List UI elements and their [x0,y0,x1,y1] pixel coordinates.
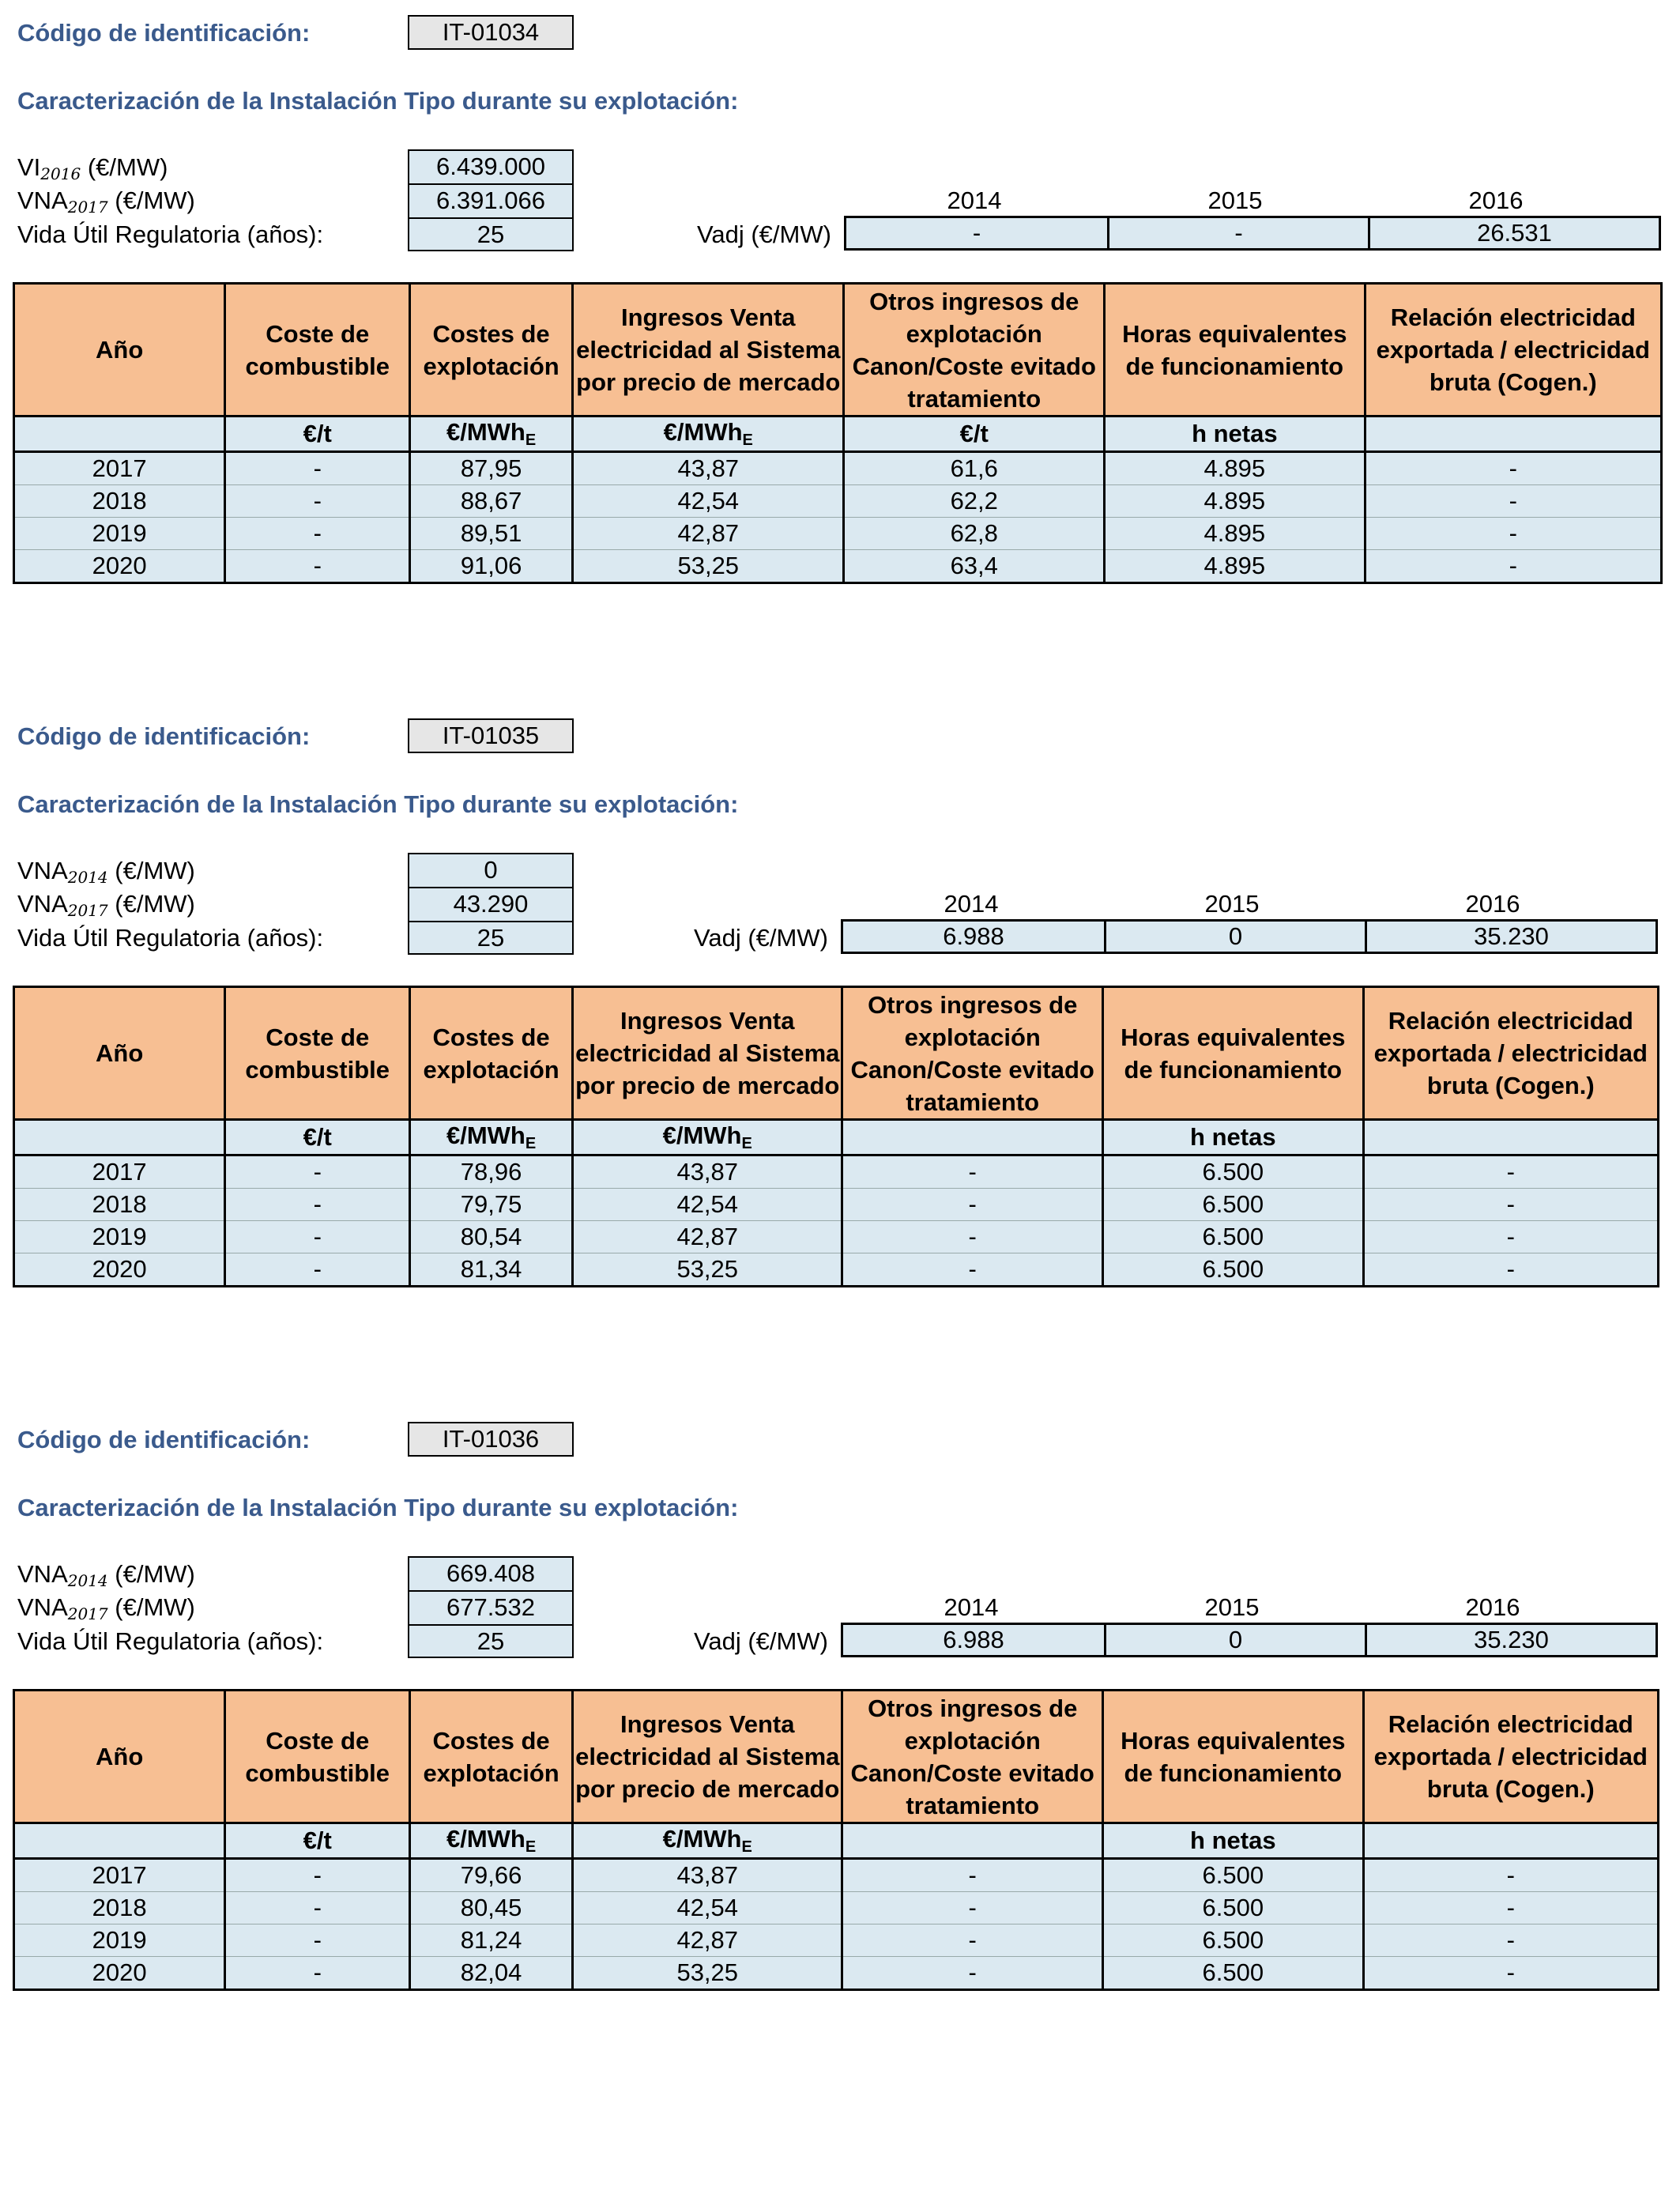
cell: - [225,1859,410,1892]
header-horas-equivalentes: Horas equivalentes de funcionamiento [1102,1691,1363,1823]
unit-cell: €/MWh$_E$ [410,1120,573,1155]
cell: 88,67 [410,485,573,518]
vadj-values [844,216,1661,251]
cell-anio: 2020 [14,1957,225,1990]
cell: - [1363,1924,1658,1957]
vadj-label: Vadj (€/MW) [694,1627,828,1655]
vadj-values [841,919,1658,954]
vida-util-value: 25 [408,1624,574,1658]
vadj-2016: 35.230 [1365,922,1656,952]
header-ingresos-venta: Ingresos Venta electricidad al Sistema por precio de mercado [573,987,842,1120]
vida-util-label: Vida Útil Regulatoria (años): [17,221,324,248]
table-row [14,1859,1659,1892]
table-row [14,550,1662,583]
header-ingresos-venta: Ingresos Venta electricidad al Sistema por precio de mercado [573,1691,842,1823]
cell: - [225,518,410,550]
cell: - [1365,485,1661,518]
header-anio: Año [14,1691,225,1823]
cell-anio: 2019 [14,1221,225,1253]
vadj-2016: 26.531 [1368,218,1659,248]
v1-label: $VNA_{2014}$ (€/MW) [17,857,195,887]
header-relacion-electricidad: Relación electricidad exportada / electricidad bruta (Cogen.) [1363,1691,1658,1823]
cell: - [842,1253,1103,1287]
vadj-2015: - [1107,218,1368,248]
unit-cell [1365,417,1661,452]
year-2014-header: 2014 [944,1593,999,1621]
vadj-2014: 6.988 [843,922,1104,952]
cell: 80,54 [410,1221,573,1253]
header-coste-combustible: Coste de combustible [225,987,410,1120]
vadj-2015: 0 [1104,1625,1365,1655]
cell: 53,25 [573,1253,842,1287]
header-coste-combustible: Coste de combustible [225,1691,410,1823]
v2-label: $VNA_{2017}$ (€/MW) [17,187,195,217]
cell: - [225,1253,410,1287]
cell: - [1363,1859,1658,1892]
cell: 62,8 [844,518,1105,550]
unit-cell: €/t [225,1823,410,1859]
header-otros-ingresos: Otros ingresos de explotación Canon/Coste evitado tratamiento [844,284,1105,417]
data-table [13,1689,1659,1991]
v2-value: 6.391.066 [408,183,574,217]
year-2015-header: 2015 [1204,890,1260,918]
unit-cell: €/MWh$_E$ [410,1823,573,1859]
header-otros-ingresos: Otros ingresos de explotación Canon/Coste evitado tratamiento [842,1691,1103,1823]
year-2014-header: 2014 [944,890,999,918]
table-row [14,485,1662,518]
v1-value: 0 [408,853,574,887]
data-table [13,986,1659,1287]
unit-cell [842,1120,1103,1155]
cell: 42,87 [573,518,844,550]
unit-cell [842,1823,1103,1859]
cell: 42,87 [573,1221,842,1253]
code-value: IT-01034 [408,15,574,50]
vadj-2015: 0 [1104,922,1365,952]
header-relacion-electricidad: Relación electricidad exportada / electricidad bruta (Cogen.) [1363,987,1658,1120]
cell: - [225,1155,410,1189]
cell: 79,66 [410,1859,573,1892]
cell: 6.500 [1102,1957,1363,1990]
cell: - [225,1892,410,1924]
unit-cell [1363,1823,1658,1859]
cell-anio: 2020 [14,550,225,583]
unit-cell: h netas [1102,1120,1363,1155]
table-row [14,1957,1659,1990]
cell: 43,87 [573,1859,842,1892]
cell-anio: 2017 [14,1155,225,1189]
vadj-label: Vadj (€/MW) [697,221,831,248]
cell: 4.895 [1105,485,1365,518]
header-costes-explotacion: Costes de explotación [410,987,573,1120]
cell-anio: 2019 [14,1924,225,1957]
cell: 6.500 [1102,1253,1363,1287]
unit-cell: €/MWh$_E$ [573,417,844,452]
cell-anio: 2019 [14,518,225,550]
table-row [14,1189,1659,1221]
unit-cell [14,1823,225,1859]
cell: 4.895 [1105,518,1365,550]
cell: - [1363,1957,1658,1990]
cell: 42,54 [573,485,844,518]
unit-cell: €/t [844,417,1105,452]
cell-anio: 2018 [14,1892,225,1924]
v1-label: $VI_{2016}$ (€/MW) [17,153,168,183]
cell: 43,87 [573,452,844,485]
header-ingresos-venta: Ingresos Venta electricidad al Sistema por precio de mercado [573,284,844,417]
data-table [13,282,1663,584]
code-value: IT-01036 [408,1422,574,1457]
cell: - [1363,1189,1658,1221]
units-row [14,1120,1659,1155]
cell: 42,87 [573,1924,842,1957]
cell: - [1365,452,1661,485]
cell: 6.500 [1102,1892,1363,1924]
v1-label: $VNA_{2014}$ (€/MW) [17,1560,195,1590]
installation-block [0,703,1680,1407]
vadj-values [841,1623,1658,1657]
vadj-2014: - [846,218,1107,248]
cell: 89,51 [410,518,573,550]
cell: - [842,1859,1103,1892]
cell: 91,06 [410,550,573,583]
cell: 4.895 [1105,452,1365,485]
cell: - [225,550,410,583]
cell: 42,54 [573,1189,842,1221]
header-costes-explotacion: Costes de explotación [410,284,573,417]
cell: - [842,1221,1103,1253]
cell-anio: 2020 [14,1253,225,1287]
characterization-title: Caracterización de la Instalación Tipo durante su explotación: [17,1494,739,1521]
units-row [14,1823,1659,1859]
v2-label: $VNA_{2017}$ (€/MW) [17,1593,195,1623]
header-coste-combustible: Coste de combustible [225,284,410,417]
cell: 42,54 [573,1892,842,1924]
table-row [14,1221,1659,1253]
cell: 6.500 [1102,1189,1363,1221]
cell: 43,87 [573,1155,842,1189]
year-2016-header: 2016 [1465,890,1520,918]
cell-anio: 2017 [14,452,225,485]
cell: - [225,452,410,485]
cell: 4.895 [1105,550,1365,583]
cell: 80,45 [410,1892,573,1924]
header-horas-equivalentes: Horas equivalentes de funcionamiento [1102,987,1363,1120]
cell: 53,25 [573,550,844,583]
code-label: Código de identificación: [17,722,311,750]
v1-value: 669.408 [408,1556,574,1590]
cell: 62,2 [844,485,1105,518]
header-relacion-electricidad: Relación electricidad exportada / electricidad bruta (Cogen.) [1365,284,1661,417]
cell: - [225,1189,410,1221]
unit-cell: h netas [1105,417,1365,452]
header-otros-ingresos: Otros ingresos de explotación Canon/Coste evitado tratamiento [842,987,1103,1120]
unit-cell: h netas [1102,1823,1363,1859]
characterization-title: Caracterización de la Instalación Tipo durante su explotación: [17,87,739,115]
code-label: Código de identificación: [17,19,311,47]
installation-block [0,0,1680,703]
cell-anio: 2018 [14,485,225,518]
unit-cell [1363,1120,1658,1155]
header-horas-equivalentes: Horas equivalentes de funcionamiento [1105,284,1365,417]
vida-util-value: 25 [408,921,574,955]
vadj-2016: 35.230 [1365,1625,1656,1655]
year-2015-header: 2015 [1207,187,1263,214]
vida-util-label: Vida Útil Regulatoria (años): [17,924,324,952]
cell: 78,96 [410,1155,573,1189]
cell: - [225,1221,410,1253]
table-row [14,1892,1659,1924]
header-costes-explotacion: Costes de explotación [410,1691,573,1823]
cell: 6.500 [1102,1859,1363,1892]
cell: 79,75 [410,1189,573,1221]
cell: - [842,1957,1103,1990]
cell: - [842,1924,1103,1957]
unit-cell: €/t [225,417,410,452]
table-row [14,1155,1659,1189]
cell: - [1365,518,1661,550]
cell: - [842,1189,1103,1221]
cell: 87,95 [410,452,573,485]
table-row [14,452,1662,485]
vida-util-label: Vida Útil Regulatoria (años): [17,1627,324,1655]
unit-cell: €/MWh$_E$ [573,1823,842,1859]
year-2016-header: 2016 [1468,187,1524,214]
table-row [14,1924,1659,1957]
v2-label: $VNA_{2017}$ (€/MW) [17,890,195,920]
cell: - [225,1924,410,1957]
cell: 63,4 [844,550,1105,583]
cell: - [1363,1253,1658,1287]
header-anio: Año [14,284,225,417]
cell: - [842,1155,1103,1189]
header-anio: Año [14,987,225,1120]
year-2016-header: 2016 [1465,1593,1520,1621]
unit-cell [14,417,225,452]
cell-anio: 2017 [14,1859,225,1892]
cell: - [1363,1221,1658,1253]
cell: - [225,1957,410,1990]
cell: 81,34 [410,1253,573,1287]
cell: 61,6 [844,452,1105,485]
code-label: Código de identificación: [17,1426,311,1453]
cell: 6.500 [1102,1155,1363,1189]
table-row [14,518,1662,550]
cell-anio: 2018 [14,1189,225,1221]
unit-cell: €/MWh$_E$ [573,1120,842,1155]
cell: - [842,1892,1103,1924]
unit-cell [14,1120,225,1155]
vida-util-value: 25 [408,217,574,251]
vadj-label: Vadj (€/MW) [694,924,828,952]
year-2014-header: 2014 [947,187,1002,214]
unit-cell: €/MWh$_E$ [410,417,573,452]
unit-cell: €/t [225,1120,410,1155]
table-row [14,1253,1659,1287]
cell: - [1363,1155,1658,1189]
year-2015-header: 2015 [1204,1593,1260,1621]
code-value: IT-01035 [408,718,574,753]
cell: - [1365,550,1661,583]
v2-value: 677.532 [408,1590,574,1624]
cell: 81,24 [410,1924,573,1957]
v2-value: 43.290 [408,887,574,921]
cell: - [1363,1892,1658,1924]
installation-block [0,1407,1680,2110]
cell: 82,04 [410,1957,573,1990]
cell: 53,25 [573,1957,842,1990]
cell: 6.500 [1102,1221,1363,1253]
v1-value: 6.439.000 [408,149,574,183]
cell: - [225,485,410,518]
vadj-2014: 6.988 [843,1625,1104,1655]
cell: 6.500 [1102,1924,1363,1957]
characterization-title: Caracterización de la Instalación Tipo durante su explotación: [17,790,739,818]
units-row [14,417,1662,452]
